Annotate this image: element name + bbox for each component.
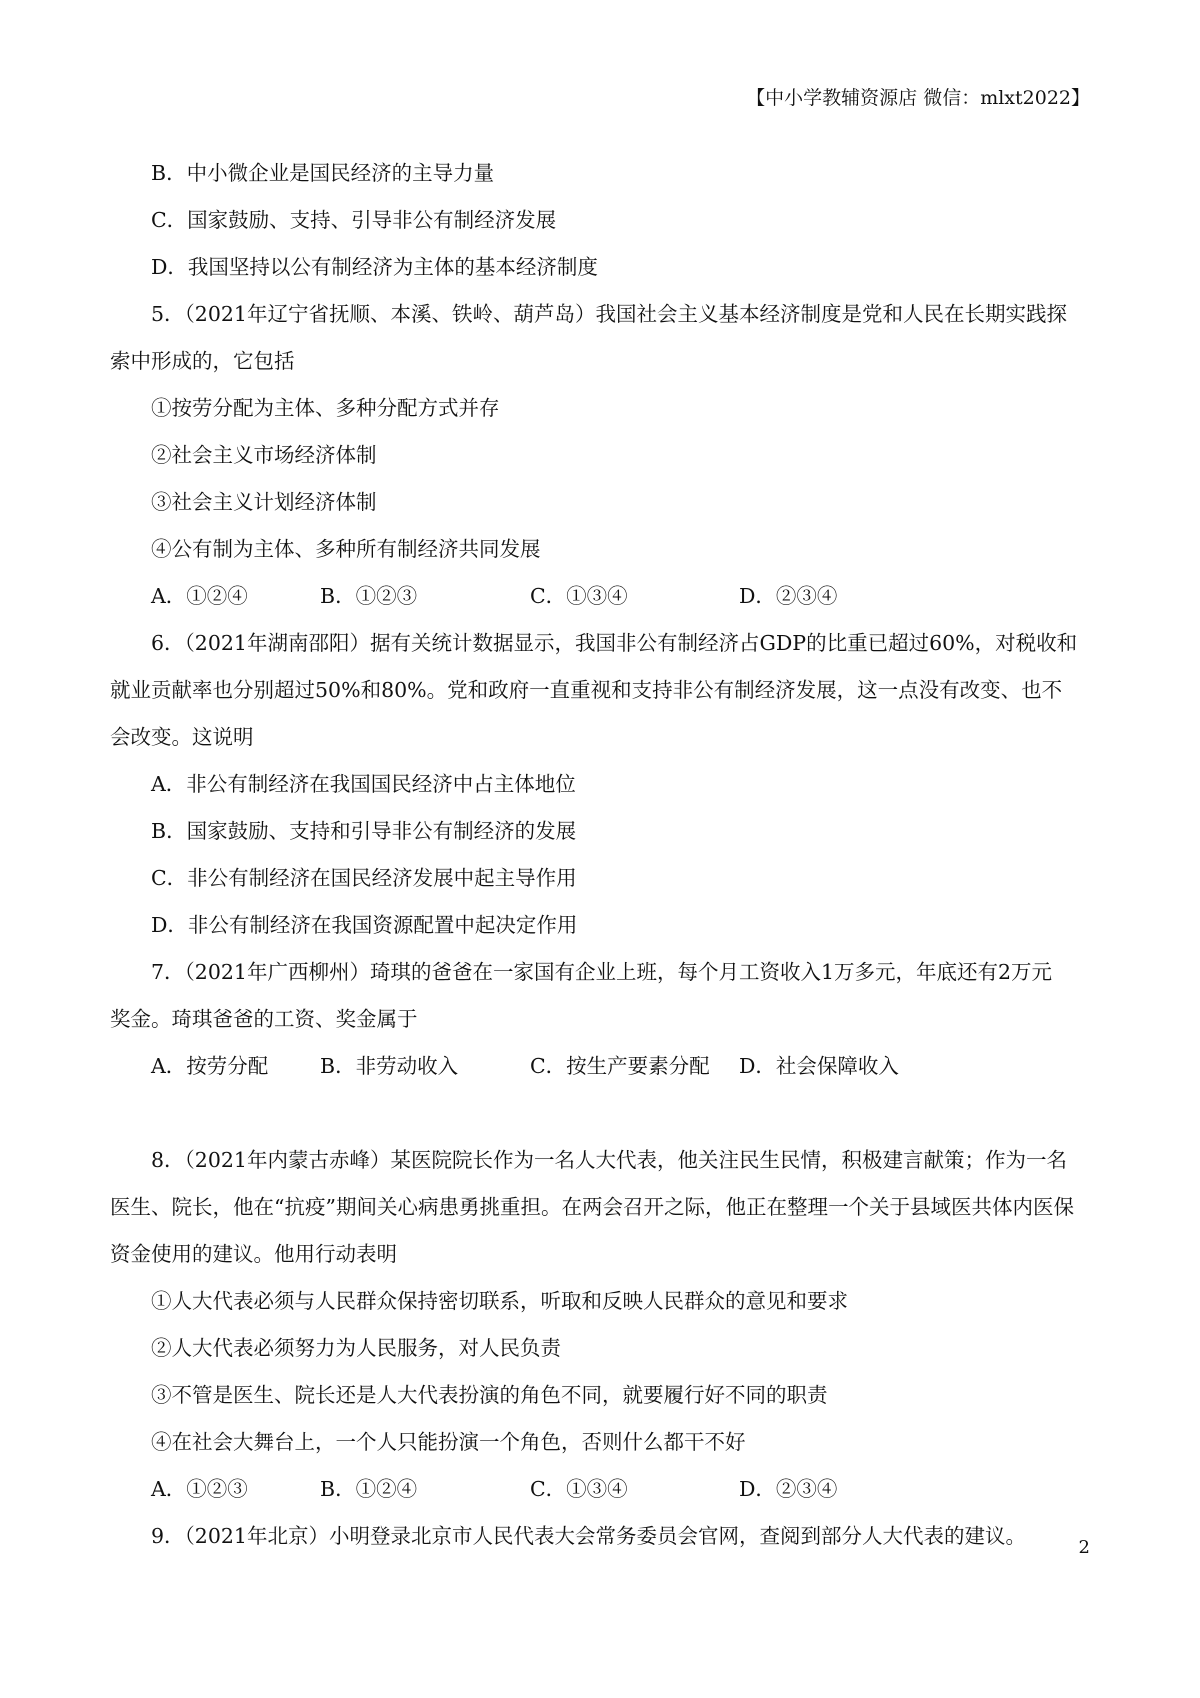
document-body <box>110 150 1100 1560</box>
page-header: 【中小学教辅资源店 微信：mlxt2022】 <box>746 87 1090 109</box>
q8-option-c: C．①③④ <box>530 1477 628 1501</box>
q9-stem-line-1: 9．（2021年北京）小明登录北京市人民代表大会常务委员会官网，查阅到部分人大代表的建议。 <box>151 1524 1026 1548</box>
q6-option-c: C．非公有制经济在国民经济发展中起主导作用 <box>151 866 577 890</box>
q8-option-d: D．②③④ <box>739 1477 838 1501</box>
q7-stem-line-2: 奖金。琦琪爸爸的工资、奖金属于 <box>110 1007 418 1031</box>
q5-statement-4: ④公有制为主体、多种所有制经济共同发展 <box>151 537 541 561</box>
q4-option-d: D．我国坚持以公有制经济为主体的基本经济制度 <box>151 255 598 279</box>
q8-statement-1: ①人大代表必须与人民群众保持密切联系，听取和反映人民群众的意见和要求 <box>151 1289 848 1313</box>
q5-stem-line-2: 索中形成的，它包括 <box>110 349 295 373</box>
q8-statement-4: ④在社会大舞台上，一个人只能扮演一个角色，否则什么都干不好 <box>151 1430 746 1454</box>
q6-stem-line-1: 6．（2021年湖南邵阳）据有关统计数据显示，我国非公有制经济占GDP的比重已超过60%，对税收和 <box>151 631 1078 655</box>
q5-option-b: B．①②③ <box>320 584 418 608</box>
q7-option-c: C．按生产要素分配 <box>530 1054 710 1078</box>
q8-option-b: B．①②④ <box>320 1477 418 1501</box>
q7-option-a: A．按劳分配 <box>151 1054 269 1078</box>
q4-option-b: B．中小微企业是国民经济的主导力量 <box>151 161 495 185</box>
q6-stem-line-3: 会改变。这说明 <box>110 725 254 749</box>
q8-statement-2: ②人大代表必须努力为人民服务，对人民负责 <box>151 1336 561 1360</box>
q8-option-a: A．①②③ <box>151 1477 248 1501</box>
q6-option-a: A．非公有制经济在我国国民经济中占主体地位 <box>151 772 576 796</box>
q7-option-d: D．社会保障收入 <box>739 1054 899 1078</box>
page-number: 2 <box>1078 1537 1090 1558</box>
q8-stem-line-3: 资金使用的建议。他用行动表明 <box>110 1242 397 1266</box>
question-gap <box>110 1090 1100 1137</box>
q7-stem-line-1: 7．（2021年广西柳州）琦琪的爸爸在一家国有企业上班，每个月工资收入1万多元，年底还有2万元 <box>151 960 1053 984</box>
q5-option-c: C．①③④ <box>530 584 628 608</box>
q5-statement-1: ①按劳分配为主体、多种分配方式并存 <box>151 396 500 420</box>
q6-stem-line-2: 就业贡献率也分别超过50%和80%。党和政府一直重视和支持非公有制经济发展，这一点没有改变、也不 <box>110 678 1063 702</box>
q8-stem-line-1: 8．（2021年内蒙古赤峰）某医院院长作为一名人大代表，他关注民生民情，积极建言献策；作为一名 <box>151 1148 1067 1172</box>
q7-option-b: B．非劳动收入 <box>320 1054 459 1078</box>
q4-option-c: C．国家鼓励、支持、引导非公有制经济发展 <box>151 208 557 232</box>
q5-options <box>110 573 1100 620</box>
q5-statement-2: ②社会主义市场经济体制 <box>151 443 377 467</box>
q8-statement-3: ③不管是医生、院长还是人大代表扮演的角色不同，就要履行好不同的职责 <box>151 1383 828 1407</box>
q5-statement-3: ③社会主义计划经济体制 <box>151 490 377 514</box>
q6-option-b: B．国家鼓励、支持和引导非公有制经济的发展 <box>151 819 577 843</box>
q6-option-d: D．非公有制经济在我国资源配置中起决定作用 <box>151 913 578 937</box>
q5-option-d: D．②③④ <box>739 584 838 608</box>
q8-stem-line-2: 医生、院长，他在“抗疫”期间关心病患勇挑重担。在两会召开之际，他正在整理一个关于县域医共体内医保 <box>110 1195 1074 1219</box>
q7-options <box>110 1043 1100 1090</box>
q8-options <box>110 1466 1100 1513</box>
q5-option-a: A．①②④ <box>151 584 248 608</box>
q5-stem-line-1: 5．（2021年辽宁省抚顺、本溪、铁岭、葫芦岛）我国社会主义基本经济制度是党和人民在长期实践探 <box>151 302 1067 326</box>
